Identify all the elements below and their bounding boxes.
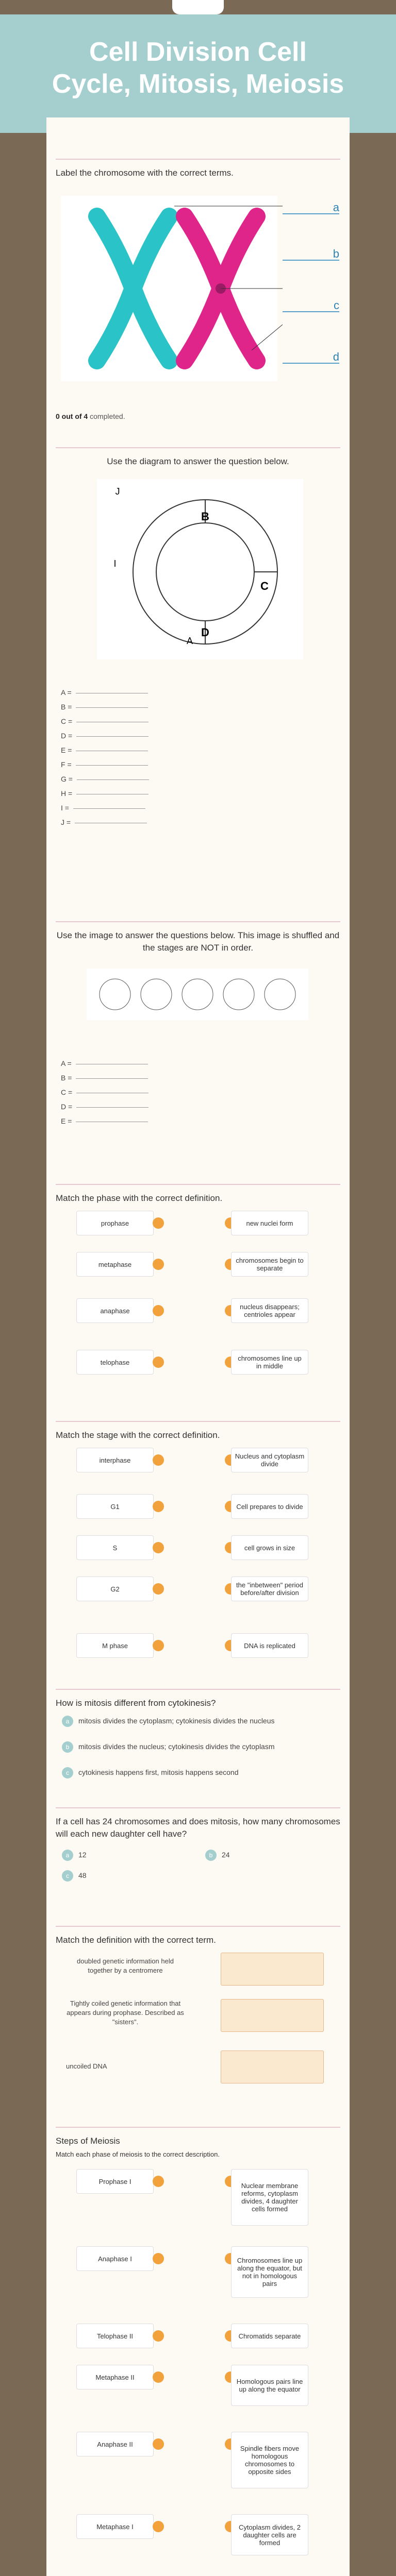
term-drop-box[interactable] xyxy=(221,2050,324,2083)
definition-text: doubled genetic information held together by a centromere xyxy=(77,1957,174,1974)
match-right-item[interactable]: Spindle fibers move homologous chromosomes to opposite sides xyxy=(231,2432,308,2488)
match-left-item[interactable]: Metaphase I xyxy=(76,2514,154,2539)
mc-option[interactable]: c cytokinesis happens first, mitosis happens second xyxy=(62,1767,330,1778)
q3-section xyxy=(56,921,340,1125)
match-left-item[interactable]: G1 xyxy=(76,1494,154,1519)
match-handle[interactable] xyxy=(153,2253,164,2264)
q9-subtitle: Match each phase of meiosis to the correct description. xyxy=(56,2150,220,2158)
match-handle[interactable] xyxy=(153,2438,164,2450)
mc-option[interactable]: c 48 xyxy=(62,1870,165,1882)
definition-text: uncoiled DNA xyxy=(66,2062,107,2070)
q2-section xyxy=(56,447,340,826)
q6-prompt: How is mitosis different from cytokinesis? xyxy=(56,1698,216,1708)
match-left-item[interactable]: anaphase xyxy=(76,1298,154,1323)
q2-answer-row[interactable]: H = xyxy=(61,786,149,801)
match-left-item[interactable]: Anaphase II xyxy=(76,2432,154,2456)
match-right-item[interactable]: Nucleus and cytoplasm divide xyxy=(231,1448,308,1472)
chromosome-diagram xyxy=(56,185,340,386)
label-c[interactable]: c xyxy=(283,299,339,312)
mc-option[interactable]: b mitosis divides the nucleus; cytokinesis divides the cytoplasm xyxy=(62,1741,330,1753)
q9-section xyxy=(56,2127,340,2547)
label-d[interactable]: d xyxy=(283,350,339,364)
match-left-item[interactable]: Metaphase II xyxy=(76,2365,154,2389)
mc-option[interactable]: a 12 xyxy=(62,1850,165,1861)
definition-row xyxy=(66,1999,334,2040)
match-handle[interactable] xyxy=(153,1542,164,1553)
q2-answer-row[interactable]: J = xyxy=(61,815,149,829)
q2-answer-row[interactable]: I = xyxy=(61,801,149,815)
match-right-item[interactable]: DNA is replicated xyxy=(231,1633,308,1658)
match-row xyxy=(76,2246,324,2287)
diagram-letter-c: C xyxy=(260,580,269,592)
q2-answer-row[interactable]: F = xyxy=(61,757,149,772)
diagram-letter-d: D xyxy=(201,626,209,639)
match-left-item[interactable]: telophase xyxy=(76,1350,154,1375)
match-handle[interactable] xyxy=(153,1501,164,1512)
match-right-item[interactable]: nucleus disappears; centrioles appear xyxy=(231,1298,308,1323)
match-row xyxy=(76,1448,324,1479)
mc-option[interactable]: b 24 xyxy=(205,1850,308,1861)
q3-answer-row[interactable]: C = xyxy=(61,1085,148,1099)
q2-prompt: Use the diagram to answer the question below. xyxy=(107,456,289,466)
q4-section xyxy=(56,1184,340,1370)
diagram-letter-i: I xyxy=(113,558,117,569)
q1-progress: 0 out of 4 completed. xyxy=(56,412,125,420)
match-row xyxy=(76,1298,324,1329)
q7-section xyxy=(56,1807,340,1879)
q7-prompt: If a cell has 24 chromosomes and does mitosis, how many chromosomes will each new daughter cell have? xyxy=(56,1817,340,1839)
q2-answer-row[interactable]: B = xyxy=(61,700,149,714)
match-handle[interactable] xyxy=(153,1357,164,1368)
q2-answer-row[interactable]: D = xyxy=(61,728,149,743)
page-title: Cell Division Cell Cycle, Mitosis, Meiosis xyxy=(52,37,344,99)
match-handle[interactable] xyxy=(153,2330,164,2342)
match-row xyxy=(76,2324,324,2354)
q4-prompt: Match the phase with the correct definition. xyxy=(56,1193,223,1203)
diagram-letter-a: A xyxy=(186,636,193,646)
definition-row xyxy=(66,1953,334,1994)
match-left-item[interactable]: G2 xyxy=(76,1577,154,1601)
match-row xyxy=(76,1577,324,1607)
match-handle[interactable] xyxy=(153,1217,164,1229)
q8-prompt: Match the definition with the correct term. xyxy=(56,1935,216,1945)
q3-answer-row[interactable]: B = xyxy=(61,1071,148,1085)
match-right-item[interactable]: Chromosomes line up along the equator, but not in homologous pairs xyxy=(231,2246,308,2298)
label-b[interactable]: b xyxy=(283,247,339,261)
match-row xyxy=(76,1350,324,1381)
match-handle[interactable] xyxy=(153,2176,164,2187)
definition-row xyxy=(66,2050,334,2092)
match-left-item[interactable]: S xyxy=(76,1535,154,1560)
match-handle[interactable] xyxy=(153,1259,164,1270)
match-right-item[interactable]: Cytoplasm divides, 2 daughter cells are formed xyxy=(231,2514,308,2555)
match-right-item[interactable]: cell grows in size xyxy=(231,1535,308,1560)
match-handle[interactable] xyxy=(153,1640,164,1651)
match-handle[interactable] xyxy=(153,1454,164,1466)
definition-text: Tightly coiled genetic information that appears during prophase. Described as "sisters". xyxy=(67,1999,184,2026)
match-right-item[interactable]: Nuclear membrane reforms, cytoplasm divides, 4 daughter cells formed xyxy=(231,2169,308,2226)
match-row xyxy=(76,2514,324,2545)
match-row xyxy=(76,1494,324,1525)
q1-prompt: Label the chromosome with the correct terms. xyxy=(56,168,234,178)
match-left-item[interactable]: prophase xyxy=(76,1211,154,1235)
diagram-letter-b: B xyxy=(201,510,209,523)
q3-answer-row[interactable]: D = xyxy=(61,1099,148,1114)
match-row xyxy=(76,1633,324,1664)
match-right-item[interactable]: Cell prepares to divide xyxy=(231,1494,308,1519)
worksheet xyxy=(46,117,350,2576)
match-right-item[interactable]: chromosomes line up in middle xyxy=(231,1350,308,1375)
term-drop-box[interactable] xyxy=(221,1953,324,1986)
q2-answer-row[interactable]: E = xyxy=(61,743,149,757)
q9-prompt: Steps of Meiosis xyxy=(56,2136,120,2146)
match-row xyxy=(76,2169,324,2213)
match-row xyxy=(76,1535,324,1566)
q3-answer-row[interactable]: A = xyxy=(61,1056,148,1071)
match-left-item[interactable]: interphase xyxy=(76,1448,154,1472)
mc-option[interactable]: a mitosis divides the cytoplasm; cytokinesis divides the nucleus xyxy=(62,1716,330,1727)
q2-answer-row[interactable]: A = xyxy=(61,685,149,700)
q5-prompt: Match the stage with the correct definition. xyxy=(56,1430,220,1440)
q2-answer-row[interactable]: G = xyxy=(61,772,149,786)
q3-prompt: Use the image to answer the questions below. This image is shuffled and the stages are NOT in order. xyxy=(56,930,340,953)
diagram-letter-j: J xyxy=(115,486,120,497)
match-right-item[interactable]: new nuclei form xyxy=(231,1211,308,1235)
q5-section xyxy=(56,1421,340,1650)
match-right-item[interactable]: Chromatids separate xyxy=(231,2324,308,2348)
match-handle[interactable] xyxy=(153,1305,164,1316)
match-left-item[interactable]: Prophase I xyxy=(76,2169,154,2194)
chromosome-illustration xyxy=(56,185,283,386)
match-left-item[interactable]: M phase xyxy=(76,1633,154,1658)
q6-section xyxy=(56,1689,340,1776)
match-row xyxy=(76,1211,324,1242)
match-left-item[interactable]: Anaphase I xyxy=(76,2246,154,2271)
match-left-item[interactable]: Telophase II xyxy=(76,2324,154,2348)
match-row xyxy=(76,1252,324,1283)
q2-answers xyxy=(61,685,149,829)
match-right-item[interactable]: Homologous pairs line up along the equator xyxy=(231,2365,308,2406)
q1-section xyxy=(56,159,340,420)
q8-section xyxy=(56,1926,340,2070)
match-handle[interactable] xyxy=(153,1583,164,1595)
match-right-item[interactable]: the "inbetween" period before/after division xyxy=(231,1577,308,1601)
q3-answer-row[interactable]: E = xyxy=(61,1114,148,1128)
match-right-item[interactable]: chromosomes begin to separate xyxy=(231,1252,308,1277)
match-row xyxy=(76,2365,324,2396)
match-left-item[interactable]: metaphase xyxy=(76,1252,154,1277)
mitosis-stages-image xyxy=(56,963,340,1025)
match-handle[interactable] xyxy=(153,2371,164,2383)
q2-answer-row[interactable]: C = xyxy=(61,714,149,728)
top-tab xyxy=(172,0,224,14)
match-row xyxy=(76,2432,324,2476)
term-drop-box[interactable] xyxy=(221,1999,324,2032)
cell-cycle-diagram xyxy=(56,474,340,670)
label-a[interactable]: a xyxy=(283,201,339,214)
q3-answers xyxy=(61,1056,148,1128)
match-handle[interactable] xyxy=(153,2521,164,2532)
